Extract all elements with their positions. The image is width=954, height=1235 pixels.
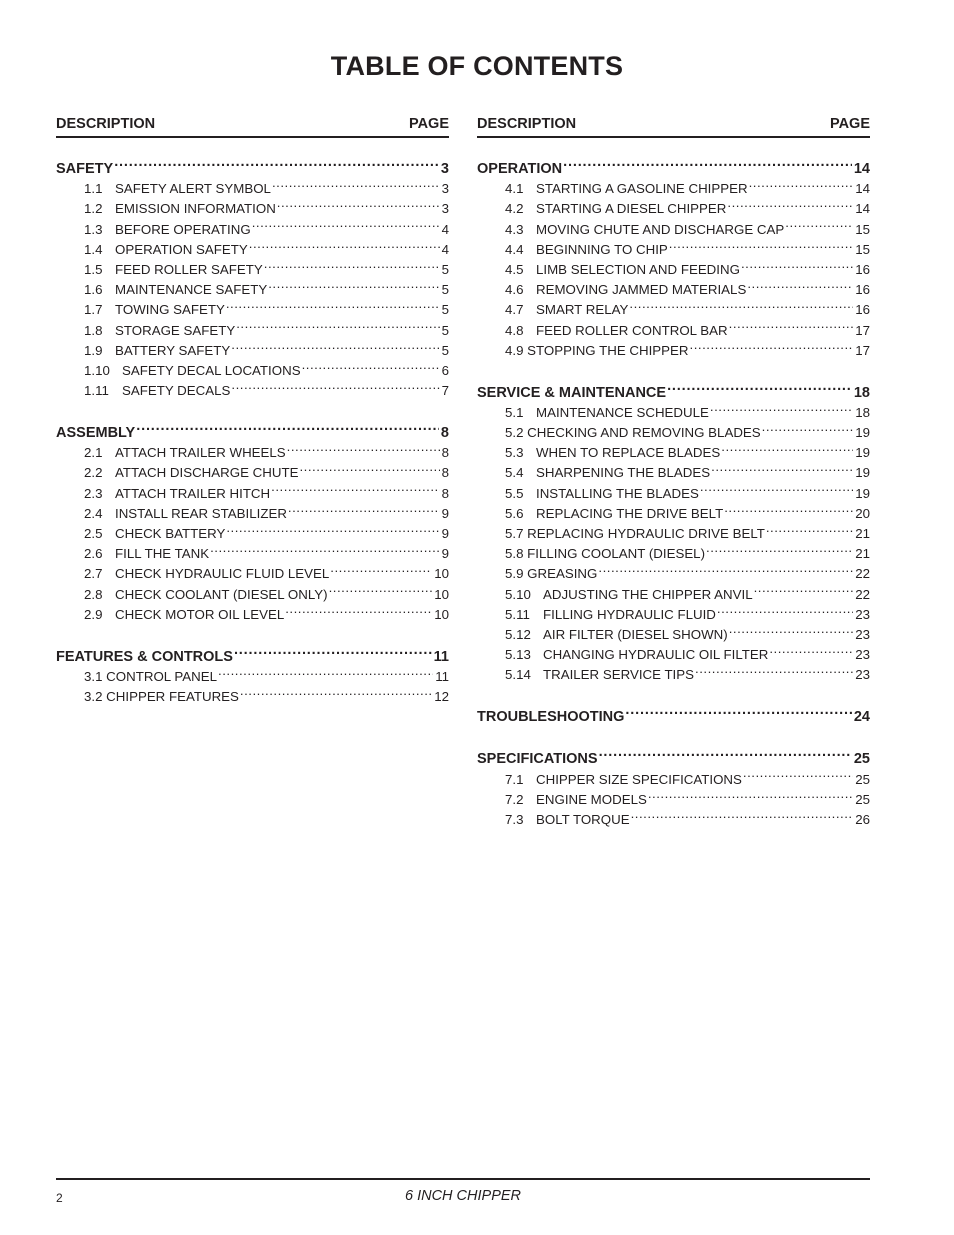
item-label: ATTACH TRAILER HITCH xyxy=(115,485,271,501)
dot-leader xyxy=(113,151,439,173)
item-label: CHECK BATTERY xyxy=(115,526,226,541)
item-label: 5.8 FILLING COOLANT (DIESEL) xyxy=(505,546,706,562)
item-page: 11 xyxy=(435,668,449,684)
item-page: 5 xyxy=(441,282,449,298)
item-label: FEED ROLLER SAFETY xyxy=(115,261,263,277)
section-page: 14 xyxy=(853,161,870,177)
toc-section xyxy=(477,699,870,726)
item-label: LIMB SELECTION AND FEEDING xyxy=(536,261,740,277)
item-page: 12 xyxy=(434,689,449,705)
item-number: 1.3 xyxy=(84,221,103,237)
item-label: EMISSION INFORMATION xyxy=(115,201,276,217)
item-number: 5.3 xyxy=(505,445,524,461)
item-label: 3.2 CHIPPER FEATURES xyxy=(84,689,239,705)
item-label: TOWING SAFETY xyxy=(115,302,225,318)
item-label: ADJUSTING THE CHIPPER ANVIL xyxy=(543,586,753,602)
item-page: 8 xyxy=(441,465,449,481)
item-number: 5.4 xyxy=(505,465,524,481)
section-title: FEATURES & CONTROLS xyxy=(56,648,233,665)
item-number: 4.2 xyxy=(505,201,524,217)
item-number: 2.8 xyxy=(84,586,103,602)
dot-leader xyxy=(284,599,432,619)
dot-leader xyxy=(765,518,853,538)
dot-leader xyxy=(225,294,440,314)
dot-leader xyxy=(709,397,853,417)
column-header xyxy=(477,114,870,138)
item-number: 5.1 xyxy=(505,404,524,420)
toc-section-entry[interactable] xyxy=(56,639,449,665)
item-label: 5.2 CHECKING AND REMOVING BLADES xyxy=(505,425,761,441)
item-page: 19 xyxy=(855,445,870,461)
toc-section-entry[interactable] xyxy=(56,151,449,177)
item-page: 5 xyxy=(441,342,449,358)
item-number: 5.12 xyxy=(505,626,531,642)
section-page: 18 xyxy=(853,384,870,401)
toc-section xyxy=(56,151,449,399)
item-label: SHARPENING THE BLADES xyxy=(536,465,711,481)
dot-leader xyxy=(784,213,853,233)
dot-leader xyxy=(328,578,433,598)
item-number: 4.4 xyxy=(505,241,524,257)
dot-leader xyxy=(748,173,854,193)
footer-title: 6 INCH CHIPPER xyxy=(404,1188,522,1204)
item-label: BOLT TORQUE xyxy=(536,811,630,827)
item-label: STARTING A GASOLINE CHIPPER xyxy=(536,181,748,197)
item-page: 22 xyxy=(855,586,870,602)
section-title: SPECIFICATIONS xyxy=(477,751,598,768)
item-number: 1.10 xyxy=(84,362,110,378)
page-number: 2 xyxy=(56,1191,63,1205)
item-label: AIR FILTER (DIESEL SHOWN) xyxy=(543,626,728,642)
dot-leader xyxy=(263,254,440,274)
dot-leader xyxy=(233,639,432,661)
dot-leader xyxy=(689,335,854,355)
item-number: 2.7 xyxy=(84,566,103,582)
page-header: PAGE xyxy=(829,116,870,132)
section-page: 3 xyxy=(440,161,449,177)
item-page: 8 xyxy=(441,445,449,461)
section-title: TROUBLESHOOTING xyxy=(477,709,625,726)
item-page: 23 xyxy=(855,626,870,642)
item-number: 1.4 xyxy=(84,241,103,257)
item-number: 7.3 xyxy=(505,811,524,827)
item-number: 1.2 xyxy=(84,201,103,217)
item-label: REPLACING THE DRIVE BELT xyxy=(536,505,724,521)
item-number: 2.3 xyxy=(84,485,103,501)
dot-leader xyxy=(251,213,440,233)
toc-section xyxy=(56,639,449,705)
item-number: 1.8 xyxy=(84,322,103,338)
dot-leader xyxy=(230,375,439,395)
item-label: SAFETY ALERT SYMBOL xyxy=(115,181,271,197)
item-label: BATTERY SAFETY xyxy=(115,342,231,358)
section-page: 8 xyxy=(440,425,449,442)
item-page: 9 xyxy=(441,505,449,521)
item-number: 1.11 xyxy=(84,383,109,399)
item-page: 8 xyxy=(441,485,449,501)
item-label: ATTACH DISCHARGE CHUTE xyxy=(115,465,299,481)
item-label: OPERATION SAFETY xyxy=(115,241,248,257)
page-title: TABLE OF CONTENTS xyxy=(330,51,624,81)
item-number: 7.2 xyxy=(505,791,524,807)
item-label: 5.9 GREASING xyxy=(505,566,598,582)
item-label: BEGINNING TO CHIP xyxy=(536,241,668,257)
item-page: 25 xyxy=(855,791,870,807)
toc-section xyxy=(56,415,449,622)
dot-leader xyxy=(624,699,851,721)
item-number: 4.8 xyxy=(505,322,524,338)
dot-leader xyxy=(726,193,853,213)
item-page: 5 xyxy=(441,302,449,318)
item-page: 17 xyxy=(855,322,870,338)
item-page: 19 xyxy=(855,425,870,441)
item-label: WHEN TO REPLACE BLADES xyxy=(536,445,721,461)
item-page: 16 xyxy=(855,302,870,318)
item-label: FEED ROLLER CONTROL BAR xyxy=(536,322,728,338)
toc-right-column xyxy=(477,114,870,844)
item-number: 5.6 xyxy=(505,505,524,521)
item-page: 26 xyxy=(855,811,870,827)
dot-leader xyxy=(597,558,853,578)
section-title: SERVICE & MAINTENANCE xyxy=(477,384,667,401)
item-page: 10 xyxy=(434,566,449,582)
item-number: 2.6 xyxy=(84,546,103,562)
item-number: 4.3 xyxy=(505,221,524,237)
dot-leader xyxy=(217,661,433,681)
item-page: 14 xyxy=(855,181,870,197)
item-label: CHECK MOTOR OIL LEVEL xyxy=(115,606,285,622)
dot-leader xyxy=(225,518,439,538)
item-label: 4.9 STOPPING THE CHIPPER xyxy=(505,342,689,358)
item-page: 18 xyxy=(855,404,870,420)
item-page: 17 xyxy=(855,342,870,358)
dot-leader xyxy=(301,355,440,375)
item-page: 5 xyxy=(441,261,449,277)
dot-leader xyxy=(728,619,854,639)
toc-section-entry[interactable] xyxy=(477,699,870,726)
dot-leader xyxy=(699,477,853,497)
item-page: 4 xyxy=(441,221,449,237)
item-page: 15 xyxy=(855,241,870,257)
item-number: 1.5 xyxy=(84,261,103,277)
dot-leader xyxy=(705,538,853,558)
dot-leader xyxy=(768,639,853,659)
item-label: TRAILER SERVICE TIPS xyxy=(543,667,694,683)
item-number: 5.10 xyxy=(505,586,531,602)
dot-leader xyxy=(740,254,853,274)
item-label: 3.1 CONTROL PANEL xyxy=(84,668,218,684)
dot-leader xyxy=(668,234,853,254)
dot-leader xyxy=(287,498,440,518)
dot-leader xyxy=(761,417,854,437)
item-label: CHANGING HYDRAULIC OIL FILTER xyxy=(543,647,769,663)
item-page: 19 xyxy=(855,485,870,501)
item-label: 5.7 REPLACING HYDRAULIC DRIVE BELT xyxy=(505,526,765,541)
section-title: SAFETY xyxy=(56,161,114,177)
item-number: 2.9 xyxy=(84,606,103,622)
item-page: 20 xyxy=(855,505,870,521)
dot-leader xyxy=(239,681,432,701)
dot-leader xyxy=(723,498,853,518)
item-label: MAINTENANCE SAFETY xyxy=(115,282,268,298)
toc-sections xyxy=(56,151,449,705)
toc-section-entry[interactable] xyxy=(477,375,870,401)
item-label: INSTALLING THE BLADES xyxy=(536,485,699,501)
dot-leader xyxy=(598,741,852,763)
item-number: 5.11 xyxy=(505,606,530,622)
section-title: OPERATION xyxy=(477,161,563,177)
item-page: 23 xyxy=(855,606,870,622)
item-label: CHECK COOLANT (DIESEL ONLY) xyxy=(115,586,328,602)
toc-section-entry[interactable] xyxy=(477,741,870,768)
dot-leader xyxy=(271,173,440,193)
dot-leader xyxy=(286,437,440,457)
item-label: SAFETY DECALS xyxy=(122,383,231,399)
item-page: 6 xyxy=(441,362,449,378)
item-page: 5 xyxy=(441,322,449,338)
item-label: REMOVING JAMMED MATERIALS xyxy=(536,282,747,298)
description-header: DESCRIPTION xyxy=(477,116,577,132)
dot-leader xyxy=(235,314,439,334)
section-title: ASSEMBLY xyxy=(56,425,136,442)
item-page: 23 xyxy=(855,647,870,663)
item-number: 5.13 xyxy=(505,647,531,663)
item-number: 4.5 xyxy=(505,261,524,277)
item-number: 1.7 xyxy=(84,302,103,318)
item-label: SMART RELAY xyxy=(536,302,629,318)
toc-section xyxy=(477,375,870,683)
dot-leader xyxy=(329,558,432,578)
toc-section xyxy=(477,151,870,358)
dot-leader xyxy=(742,763,853,783)
dot-leader xyxy=(267,274,439,294)
dot-leader xyxy=(720,437,853,457)
item-label: ATTACH TRAILER WHEELS xyxy=(115,445,286,461)
item-label: CHIPPER SIZE SPECIFICATIONS xyxy=(536,771,742,787)
section-page: 11 xyxy=(433,648,449,665)
dot-leader xyxy=(694,659,853,679)
item-page: 21 xyxy=(855,546,870,562)
item-number: 2.5 xyxy=(84,526,103,541)
dot-leader xyxy=(248,234,440,254)
item-page: 21 xyxy=(855,526,870,541)
item-page: 4 xyxy=(441,241,449,257)
item-page: 23 xyxy=(855,667,870,683)
footer-divider xyxy=(56,1178,870,1180)
item-page: 10 xyxy=(434,586,449,602)
item-page: 9 xyxy=(441,526,449,541)
item-page: 3 xyxy=(441,201,449,217)
item-page: 25 xyxy=(855,771,870,787)
item-label: STARTING A DIESEL CHIPPER xyxy=(536,201,727,217)
toc-item[interactable] xyxy=(56,173,449,197)
dot-leader xyxy=(746,274,853,294)
item-number: 2.2 xyxy=(84,465,103,481)
item-label: CHECK HYDRAULIC FLUID LEVEL xyxy=(115,566,330,582)
item-number: 1.9 xyxy=(84,342,103,358)
dot-leader xyxy=(270,477,439,497)
item-number: 5.5 xyxy=(505,485,524,501)
dot-leader xyxy=(230,335,439,355)
item-number: 4.7 xyxy=(505,302,524,318)
item-page: 22 xyxy=(855,566,870,582)
item-label: FILL THE TANK xyxy=(115,546,210,562)
dot-leader xyxy=(753,578,854,598)
item-page: 15 xyxy=(855,221,870,237)
dot-leader xyxy=(666,375,852,397)
item-number: 2.1 xyxy=(84,445,103,461)
item-number: 1.6 xyxy=(84,282,103,298)
toc-section-entry[interactable] xyxy=(56,415,449,442)
page-header: PAGE xyxy=(408,116,449,132)
item-number: 4.1 xyxy=(505,181,524,197)
item-page: 14 xyxy=(855,201,870,217)
toc-left-column xyxy=(56,114,449,721)
item-page: 10 xyxy=(434,606,449,622)
item-label: MAINTENANCE SCHEDULE xyxy=(536,404,709,420)
toc-section xyxy=(477,741,870,827)
column-header xyxy=(56,114,449,138)
section-page: 25 xyxy=(853,751,870,768)
item-page: 16 xyxy=(855,282,870,298)
description-header: DESCRIPTION xyxy=(56,116,156,132)
toc-section-entry[interactable] xyxy=(477,151,870,177)
dot-leader xyxy=(630,804,854,824)
item-label: STORAGE SAFETY xyxy=(115,322,236,338)
dot-leader xyxy=(628,294,853,314)
dot-leader xyxy=(647,784,853,804)
item-page: 7 xyxy=(441,383,449,399)
toc-sections xyxy=(477,151,870,827)
item-number: 2.4 xyxy=(84,505,103,521)
item-number: 5.14 xyxy=(505,667,531,683)
item-label: BEFORE OPERATING xyxy=(115,221,251,237)
dot-leader xyxy=(716,599,853,619)
item-page: 3 xyxy=(441,181,449,197)
dot-leader xyxy=(276,193,440,213)
dot-leader xyxy=(298,457,439,477)
section-page: 24 xyxy=(853,709,870,726)
item-number: 4.6 xyxy=(505,282,524,298)
dot-leader xyxy=(728,314,854,334)
item-number: 7.1 xyxy=(505,771,524,787)
dot-leader xyxy=(710,457,853,477)
item-label: ENGINE MODELS xyxy=(536,791,647,807)
dot-leader xyxy=(209,538,440,558)
item-label: MOVING CHUTE AND DISCHARGE CAP xyxy=(536,221,785,237)
item-page: 16 xyxy=(855,261,870,277)
item-page: 19 xyxy=(855,465,870,481)
item-number: 1.1 xyxy=(84,181,103,197)
dot-leader xyxy=(135,415,439,437)
item-label: FILLING HYDRAULIC FLUID xyxy=(543,606,716,622)
dot-leader xyxy=(562,151,852,173)
item-label: INSTALL REAR STABILIZER xyxy=(115,505,287,521)
item-label: SAFETY DECAL LOCATIONS xyxy=(122,362,301,378)
item-page: 9 xyxy=(441,546,449,562)
